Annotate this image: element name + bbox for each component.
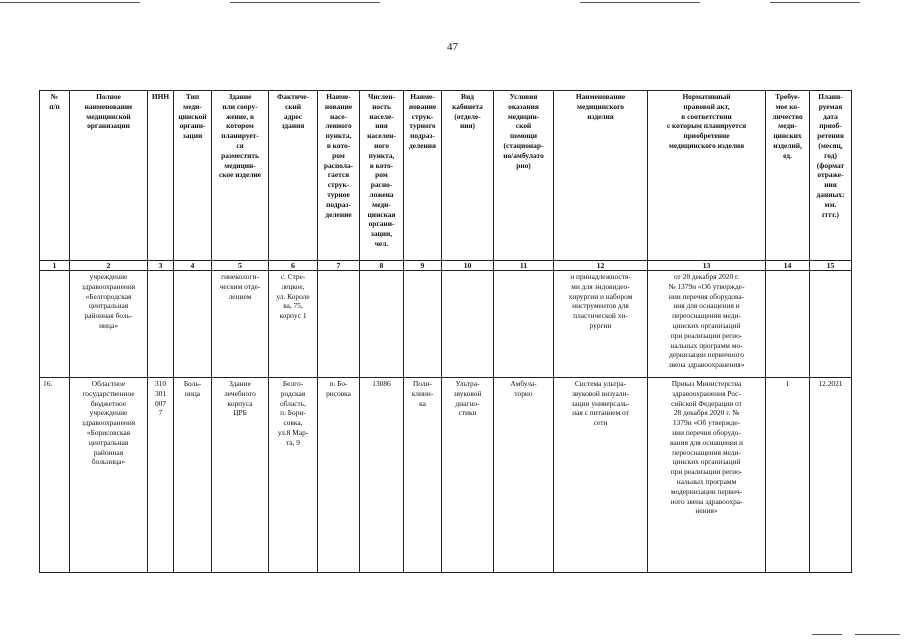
header-cell-cabinet-type: Вид кабинета (отделе- ния) xyxy=(442,91,494,261)
table-cell: от 28 декабря 2020 г. № 1379н «Об утвержде- нии перечня оборудова- ния для оснащения и переоснащения меди- цинских организаций при реализации регио- нальных программ мо- дернизации первичного звена здравоохранения» xyxy=(648,271,766,378)
header-cell-number: № п/п xyxy=(40,91,70,261)
table-cell: Белго- родская область, п. Бори- совка, ул.8 Мар- та, 9 xyxy=(269,378,318,573)
table-cell: 16. xyxy=(40,378,70,573)
column-number: 3 xyxy=(148,261,174,271)
column-number: 11 xyxy=(494,261,554,271)
header-cell-subdivision: Наиме- нование струк- турного подраз- деления xyxy=(404,91,442,261)
scan-edge-line xyxy=(855,634,900,635)
column-number: 9 xyxy=(404,261,442,271)
table-cell: и принадлежностя- ми для эндовидео- хирургии и набором инструментов для пластической хи- рургии xyxy=(554,271,648,378)
header-cell-building: Здание или соору- жение, в котором планирует- ся разместить медицин- ское изделие xyxy=(212,91,269,261)
column-number: 13 xyxy=(648,261,766,271)
header-cell-inn: ИНН xyxy=(148,91,174,261)
header-cell-legal-act: Нормативный правовой акт, в соответствии с которым планируется приобретение медицинского изделия xyxy=(648,91,766,261)
table-row xyxy=(40,378,852,573)
column-number: 12 xyxy=(554,261,648,271)
header-row xyxy=(40,91,852,261)
table-cell: Поли- клини- ка xyxy=(404,378,442,573)
scan-edge-line xyxy=(580,2,700,3)
scan-edge-line xyxy=(812,634,842,635)
column-number: 15 xyxy=(810,261,852,271)
table-cell: Областное государственное бюджетное учреждение здравоохранения «Борисовская центральная районная больница» xyxy=(70,378,148,573)
scan-edge-line xyxy=(230,2,380,3)
scan-edge-line xyxy=(770,2,860,3)
column-number: 1 xyxy=(40,261,70,271)
column-number: 5 xyxy=(212,261,269,271)
table-cell xyxy=(148,271,174,378)
column-number: 8 xyxy=(360,261,404,271)
table-row xyxy=(40,271,852,378)
table-cell: 12.2021 xyxy=(810,378,852,573)
table-cell: Здание лечебного корпуса ЦРБ xyxy=(212,378,269,573)
header-cell-settlement: Наиме- нование насе- ленного пункта, в кото- ром распола- гается струк- турное подраз- деление xyxy=(318,91,360,261)
table-cell xyxy=(40,271,70,378)
table-cell: п. Бо- рисовка xyxy=(318,378,360,573)
table-cell xyxy=(766,271,810,378)
column-number: 6 xyxy=(269,261,318,271)
table-cell: гинекологи- ческим отде- лением xyxy=(212,271,269,378)
header-cell-organization: Полное наименование медицинской организации xyxy=(70,91,148,261)
table-cell: учреждение здравоохранения «Белгородская центральная районная боль- ница» xyxy=(70,271,148,378)
table-cell: 310 301 007 7 xyxy=(148,378,174,573)
column-number: 2 xyxy=(70,261,148,271)
table-cell: 13086 xyxy=(360,378,404,573)
table-cell: Боль- ница xyxy=(174,378,212,573)
table-cell: Приказ Министерства здравоохранения Рос- сийской Федерации от 28 декабря 2020 г. № 1379н «Об утвержде- нии перечня оборудо- вания для оснащения и переоснащения меди- цинских организаций при реализации регио- нальных программ модернизации первич- ного звена здравоохра- нения» xyxy=(648,378,766,573)
table-cell xyxy=(174,271,212,378)
column-number: 4 xyxy=(174,261,212,271)
column-number: 7 xyxy=(318,261,360,271)
header-cell-address: Фактиче- ский адрес здания xyxy=(269,91,318,261)
table-cell xyxy=(318,271,360,378)
table-cell: 1 xyxy=(766,378,810,573)
column-number: 10 xyxy=(442,261,494,271)
scan-edge-line xyxy=(0,2,140,3)
table-cell xyxy=(810,271,852,378)
table-cell xyxy=(360,271,404,378)
header-cell-org-type: Тип меди- цинской органи- зации xyxy=(174,91,212,261)
header-cell-device-name: Наименование медицинского изделия xyxy=(554,91,648,261)
table-cell: Система ультра- звуковой визуали- зации универсаль- ная с питанием от сети xyxy=(554,378,648,573)
column-number-row xyxy=(40,261,852,271)
header-cell-purchase-date: Плани- руемая дата приоб- ретения (месяц, год) (формат отраже- ния данных: мм. гггг.) xyxy=(810,91,852,261)
column-number: 14 xyxy=(766,261,810,271)
table-cell xyxy=(442,271,494,378)
header-cell-care-conditions: Условия оказания медицин- ской помощи (стационар- но/амбулато рно) xyxy=(494,91,554,261)
table-cell xyxy=(494,271,554,378)
table-cell: с. Стре- лецкое, ул. Короле ва, 75, корпус 1 xyxy=(269,271,318,378)
page-number: 47 xyxy=(447,41,458,53)
table-cell xyxy=(404,271,442,378)
header-cell-quantity: Требуе- мое ко- личество меди- цинских изделий, ед. xyxy=(766,91,810,261)
medical-equipment-table xyxy=(39,90,852,573)
table-cell: Амбула- торно xyxy=(494,378,554,573)
table-cell: Ультра- звуковой диагно- стики xyxy=(442,378,494,573)
header-cell-population: Числен- ность населе- ния населен- ного пункта, в кото- ром расно- ложена меди- цинская органи- зации, чел. xyxy=(360,91,404,261)
